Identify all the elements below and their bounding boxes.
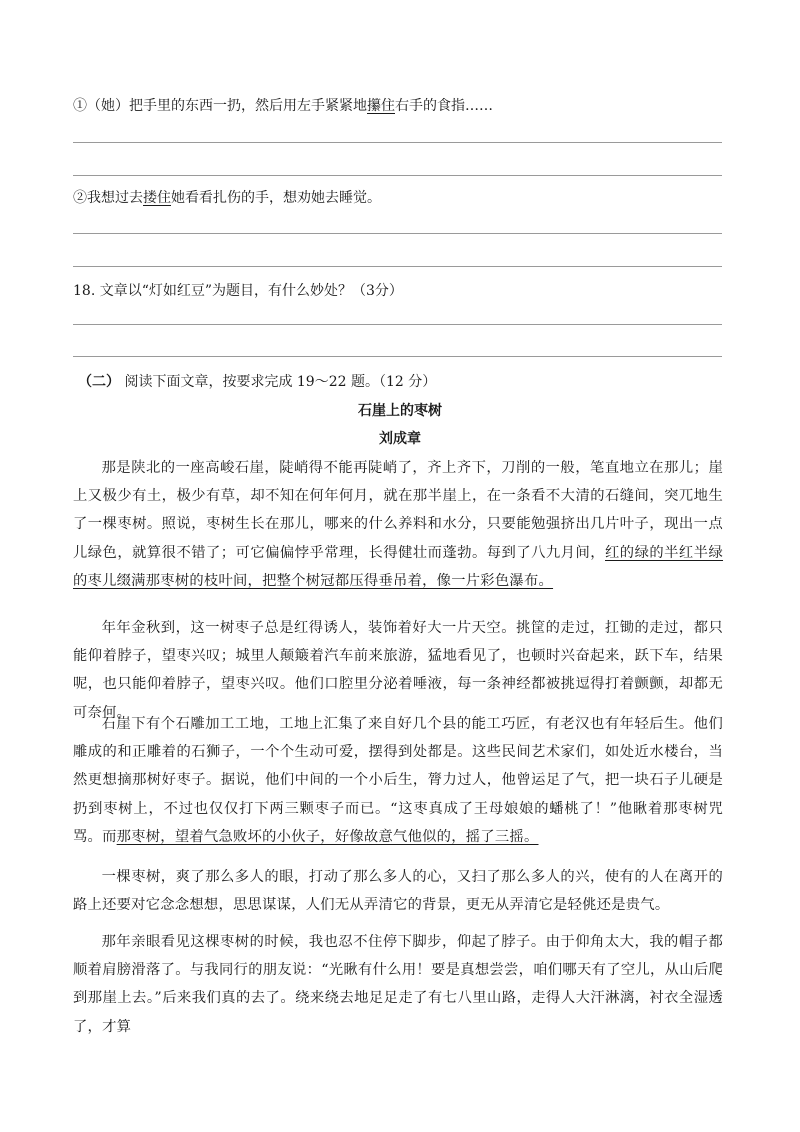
- q17-item-1-underlined: 攥住: [367, 98, 395, 114]
- paragraph-1: [73, 454, 723, 595]
- paragraph-1-text: 那是陕北的一座高峻石崖，陡峭得不能再陡峭了，齐上齐下，刀削的一般，笔直地立在那儿；崖上又极少有土，极少有草，却不知在何年何月，就在那半崖上，在一条看不大清的石缝间，突兀地生了一棵枣树。照说，枣树生长在那儿，哪来的什么养料和水分，只要能勉强挤出几片叶子，现出一点儿绿色，就算很不错了；可它偏偏悖乎常理，长得健壮而蓬勃。每到了八九月间，: [73, 460, 723, 561]
- paragraph-1-underlined: 红的绿的半红半绿的枣儿缀满那枣树的枝叶间，把整个树冠都压得垂吊着，像一片彩色瀑布。: [73, 544, 724, 589]
- paragraph-3-underlined: 那枣树，望着气急败坏的小伙子，好像故意气他似的，摇了三摇。: [116, 828, 539, 845]
- article-title: 石崖上的枣树: [358, 403, 442, 419]
- answer-line: [73, 324, 722, 325]
- q17-item-2-text: ②我想过去: [73, 190, 143, 206]
- answer-line: [73, 233, 722, 234]
- article-author: 刘成章: [379, 431, 421, 447]
- section-label: （二）: [78, 374, 120, 390]
- paragraph-3-text: 石崖下有个石雕加工工地，工地上汇集了来自好几个县的能工巧匠，有老汉也有年轻后生。他们雕成的和正雕着的石狮子，一个个生动可爱，摆得到处都是。这些民间艺术家们，如处近水楼台，当然更想摘那树好枣子。据说，他们中间的一个小后生，膂力过人，他曾运足了气，把一块石子儿硬是扔到枣树上，不过也仅仅打下两三颗枣子而已。“这枣真成了王母娘娘的蟠桃了！”他瞅着那枣树咒骂。而: [73, 716, 723, 845]
- q17-item-2-tail: 她看看扎伤的手，想劝她去睡觉。: [171, 190, 381, 206]
- paragraph-2: 年年金秋到，这一树枣子总是红得诱人，装饰着好大一片天空。挑筐的走过，扛锄的走过，都只能仰着脖子，望枣兴叹；城里人颠簸着汽车前来旅游，猛地看见了，也顿时兴奋起来，跃下车，结果呢，也只能仰着脖子，望枣兴叹。他们口腔里分泌着唾液，每一条神经都被挑逗得打着颤颤，却都无可奈何。: [73, 620, 723, 721]
- answer-line: [73, 175, 722, 176]
- paragraph-3: [73, 710, 723, 851]
- paragraph-4: 一棵枣树，爽了那么多人的眼，打动了那么多人的心，又扫了那么多人的兴，使有的人在离开的路上还要对它念念想想，思思谋谋，人们无从弄清它的背景，更无从弄清它是轻佻还是贵气。: [73, 869, 723, 914]
- q17-item-1-text: ①（她）把手里的东西一扔，然后用左手紧紧地: [73, 98, 367, 114]
- q17-item-2: [73, 188, 381, 208]
- answer-line: [73, 356, 722, 357]
- section-header: [78, 372, 436, 392]
- section-instruction: 阅读下面文章，按要求完成 19～22 题。（12 分）: [124, 374, 437, 390]
- q17-item-2-underlined: 搂住: [143, 190, 171, 206]
- paragraph-5: 那年亲眼看见这棵枣树的时候，我也忍不住停下脚步，仰起了脖子。由于仰角太大，我的帽子都顺着肩膀滑落了。与我同行的朋友说：“光瞅有什么用！要是真想尝尝，咱们哪天有了空儿，从山后爬到那崖上去。”后来我们真的去了。绕来绕去地足足走了有七八里山路，走得人大汗淋漓，衬衣全湿透了，才算: [73, 934, 723, 1035]
- q18-text: 18. 文章以“灯如红豆”为题目，有什么妙处？（3分）: [73, 283, 403, 299]
- q17-item-1-tail: 右手的食指……: [395, 98, 493, 114]
- answer-line: [73, 142, 722, 143]
- answer-line: [73, 266, 722, 267]
- q17-item-1: [73, 96, 493, 116]
